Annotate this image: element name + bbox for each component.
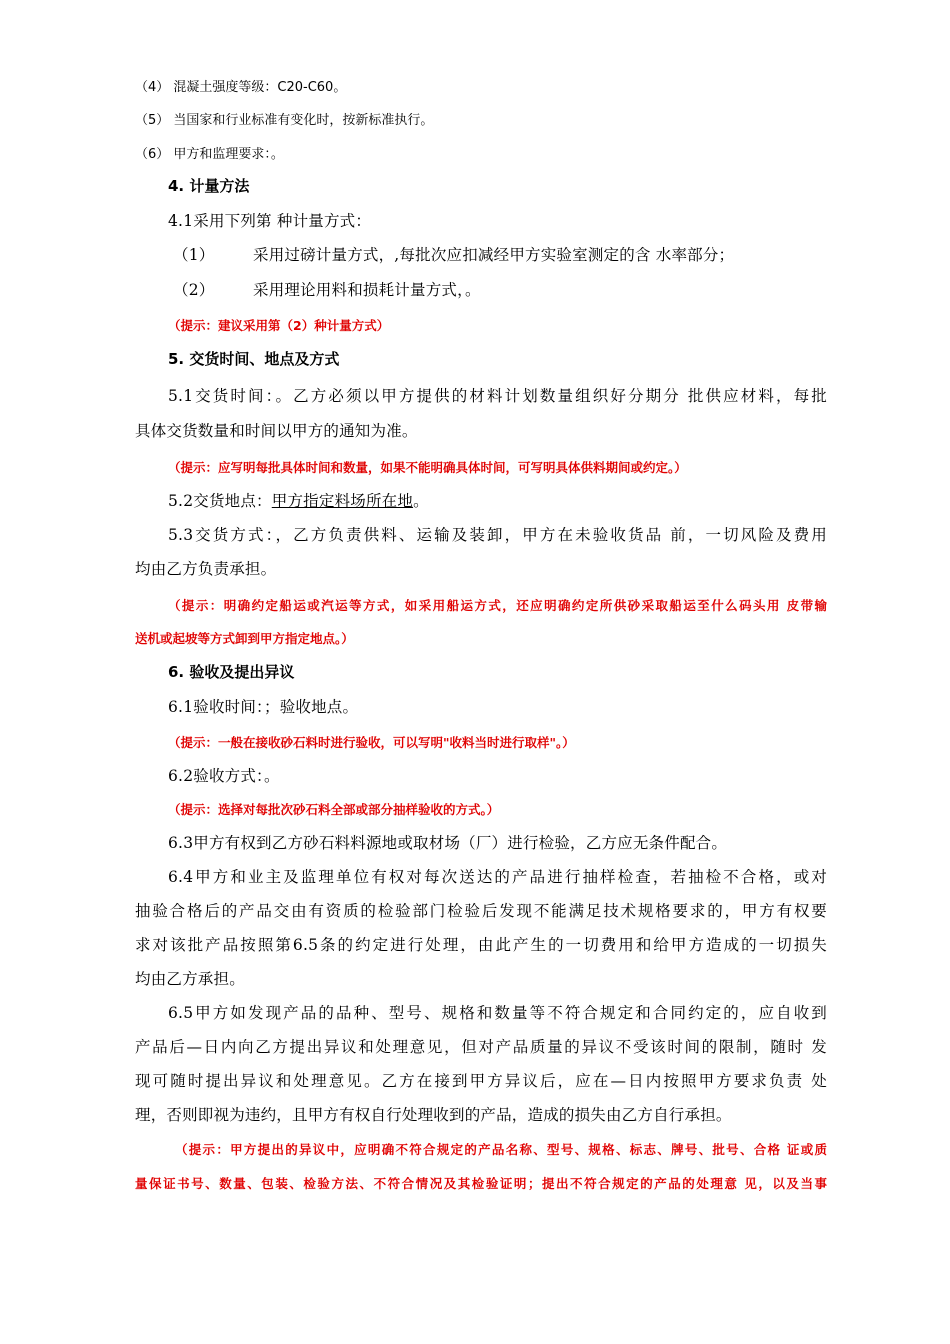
clause-4-1-option-2 <box>173 278 865 300</box>
tip-4: （提示：建议采用第（2）种计量方式） <box>168 318 390 333</box>
tip-6-2: （提示：选择对每批次砂石料全部或部分抽样验收的方式。） <box>168 802 500 817</box>
clause-6-5-line-1: 6.5甲方如发现产品的品种、型号、规格和数量等不符合规定和合同约定的，应自收到 <box>168 1004 827 1022</box>
clause-6-4-line-4: 均由乙方承担。 <box>135 970 245 988</box>
clause-5-2: 5.2交货地点：甲方指定料场所在地。 <box>168 492 429 510</box>
clause-4-1: 4.1采用下列第 种计量方式： <box>168 212 372 230</box>
clause-6-5-line-3: 现可随时提出异议和处理意见。乙方在接到甲方异议后，应在—日内按照甲方要求负责 处 <box>135 1072 827 1090</box>
clause-6-4-line-3: 求对该批产品按照第6.5条的约定进行处理，由此产生的一切费用和给甲方造成的一切损失 <box>135 936 827 954</box>
item-4: （4） 混凝土强度等级：C20-C60。 <box>135 80 347 95</box>
clause-6-3: 6.3甲方有权到乙方砂石料料源地或取材场（厂）进行检验，乙方应无条件配合。 <box>168 834 728 852</box>
section-4-heading: 4. 计量方法 <box>168 177 250 195</box>
section-6-heading: 6. 验收及提出异议 <box>168 663 295 681</box>
clause-5-1-line-2: 具体交货数量和时间以甲方的通知为准。 <box>135 422 418 440</box>
clause-6-1: 6.1验收时间：；验收地点。 <box>168 698 359 716</box>
delivery-location: 甲方指定料场所在地 <box>271 492 414 510</box>
tip-5-3-line-2: 送机或起坡等方式卸到甲方指定地点。） <box>135 631 354 646</box>
option-number: （1） <box>173 246 215 264</box>
clause-6-5-line-2: 产品后—日内向乙方提出异议和处理意见，但对产品质量的异议不受该时间的限制，随时 发 <box>135 1038 827 1056</box>
tip-6-1: （提示：一般在接收砂石料时进行验收，可以写明"收料当时进行取样"。） <box>168 735 575 750</box>
clause-6-2: 6.2验收方式：。 <box>168 767 280 785</box>
tip-5-1: （提示：应写明每批具体时间和数量，如果不能明确具体时间，可写明具体供料期间或约定。） <box>168 460 687 475</box>
section-5-heading: 5. 交货时间、地点及方式 <box>168 350 340 368</box>
item-6: （6） 甲方和监理要求：。 <box>135 147 284 162</box>
option-number: （2） <box>173 281 215 299</box>
clause-5-3-line-2: 均由乙方负责承担。 <box>135 560 277 578</box>
tip-5-3-line-1: （提示：明确约定船运或汽运等方式，如采用船运方式，还应明确约定所供砂采取船运至什么码头用 皮带输 <box>168 598 827 613</box>
clause-6-5-line-4: 理，否则即视为违约，且甲方有权自行处理收到的产品，造成的损失由乙方自行承担。 <box>135 1106 732 1124</box>
option-text: 采用理论用料和损耗计量方式，。 <box>253 281 481 299</box>
clause-6-4-line-1: 6.4甲方和业主及监理单位有权对每次送达的产品进行抽样检查，若抽检不合格，或对 <box>168 868 827 886</box>
clause-4-1-option-1 <box>173 243 865 265</box>
clause-6-4-line-2: 抽验合格后的产品交由有资质的检验部门检验后发现不能满足技术规格要求的，甲方有权要 <box>135 902 827 920</box>
clause-5-3-line-1: 5.3交货方式：，乙方负责供料、运输及装卸，甲方在未验收货品 前，一切风险及费用 <box>168 526 827 544</box>
option-text: 采用过磅计量方式，,每批次应扣减经甲方实验室测定的含 水率部分； <box>253 246 735 264</box>
clause-5-1-line-1: 5.1交货时间：。乙方必须以甲方提供的材料计划数量组织好分期分 批供应材料，每批 <box>168 387 827 405</box>
item-5: （5） 当国家和行业标准有变化时，按新标准执行。 <box>135 113 434 128</box>
tip-6-5-line-1: （提示：甲方提出的异议中，应明确不符合规定的产品名称、型号、规格、标志、牌号、批号、合格 证或质 <box>175 1142 827 1157</box>
tip-6-5-line-2: 量保证书号、数量、包装、检验方法、不符合情况及其检验证明；提出不符合规定的产品的处理意 见，以及当事 <box>135 1176 827 1191</box>
